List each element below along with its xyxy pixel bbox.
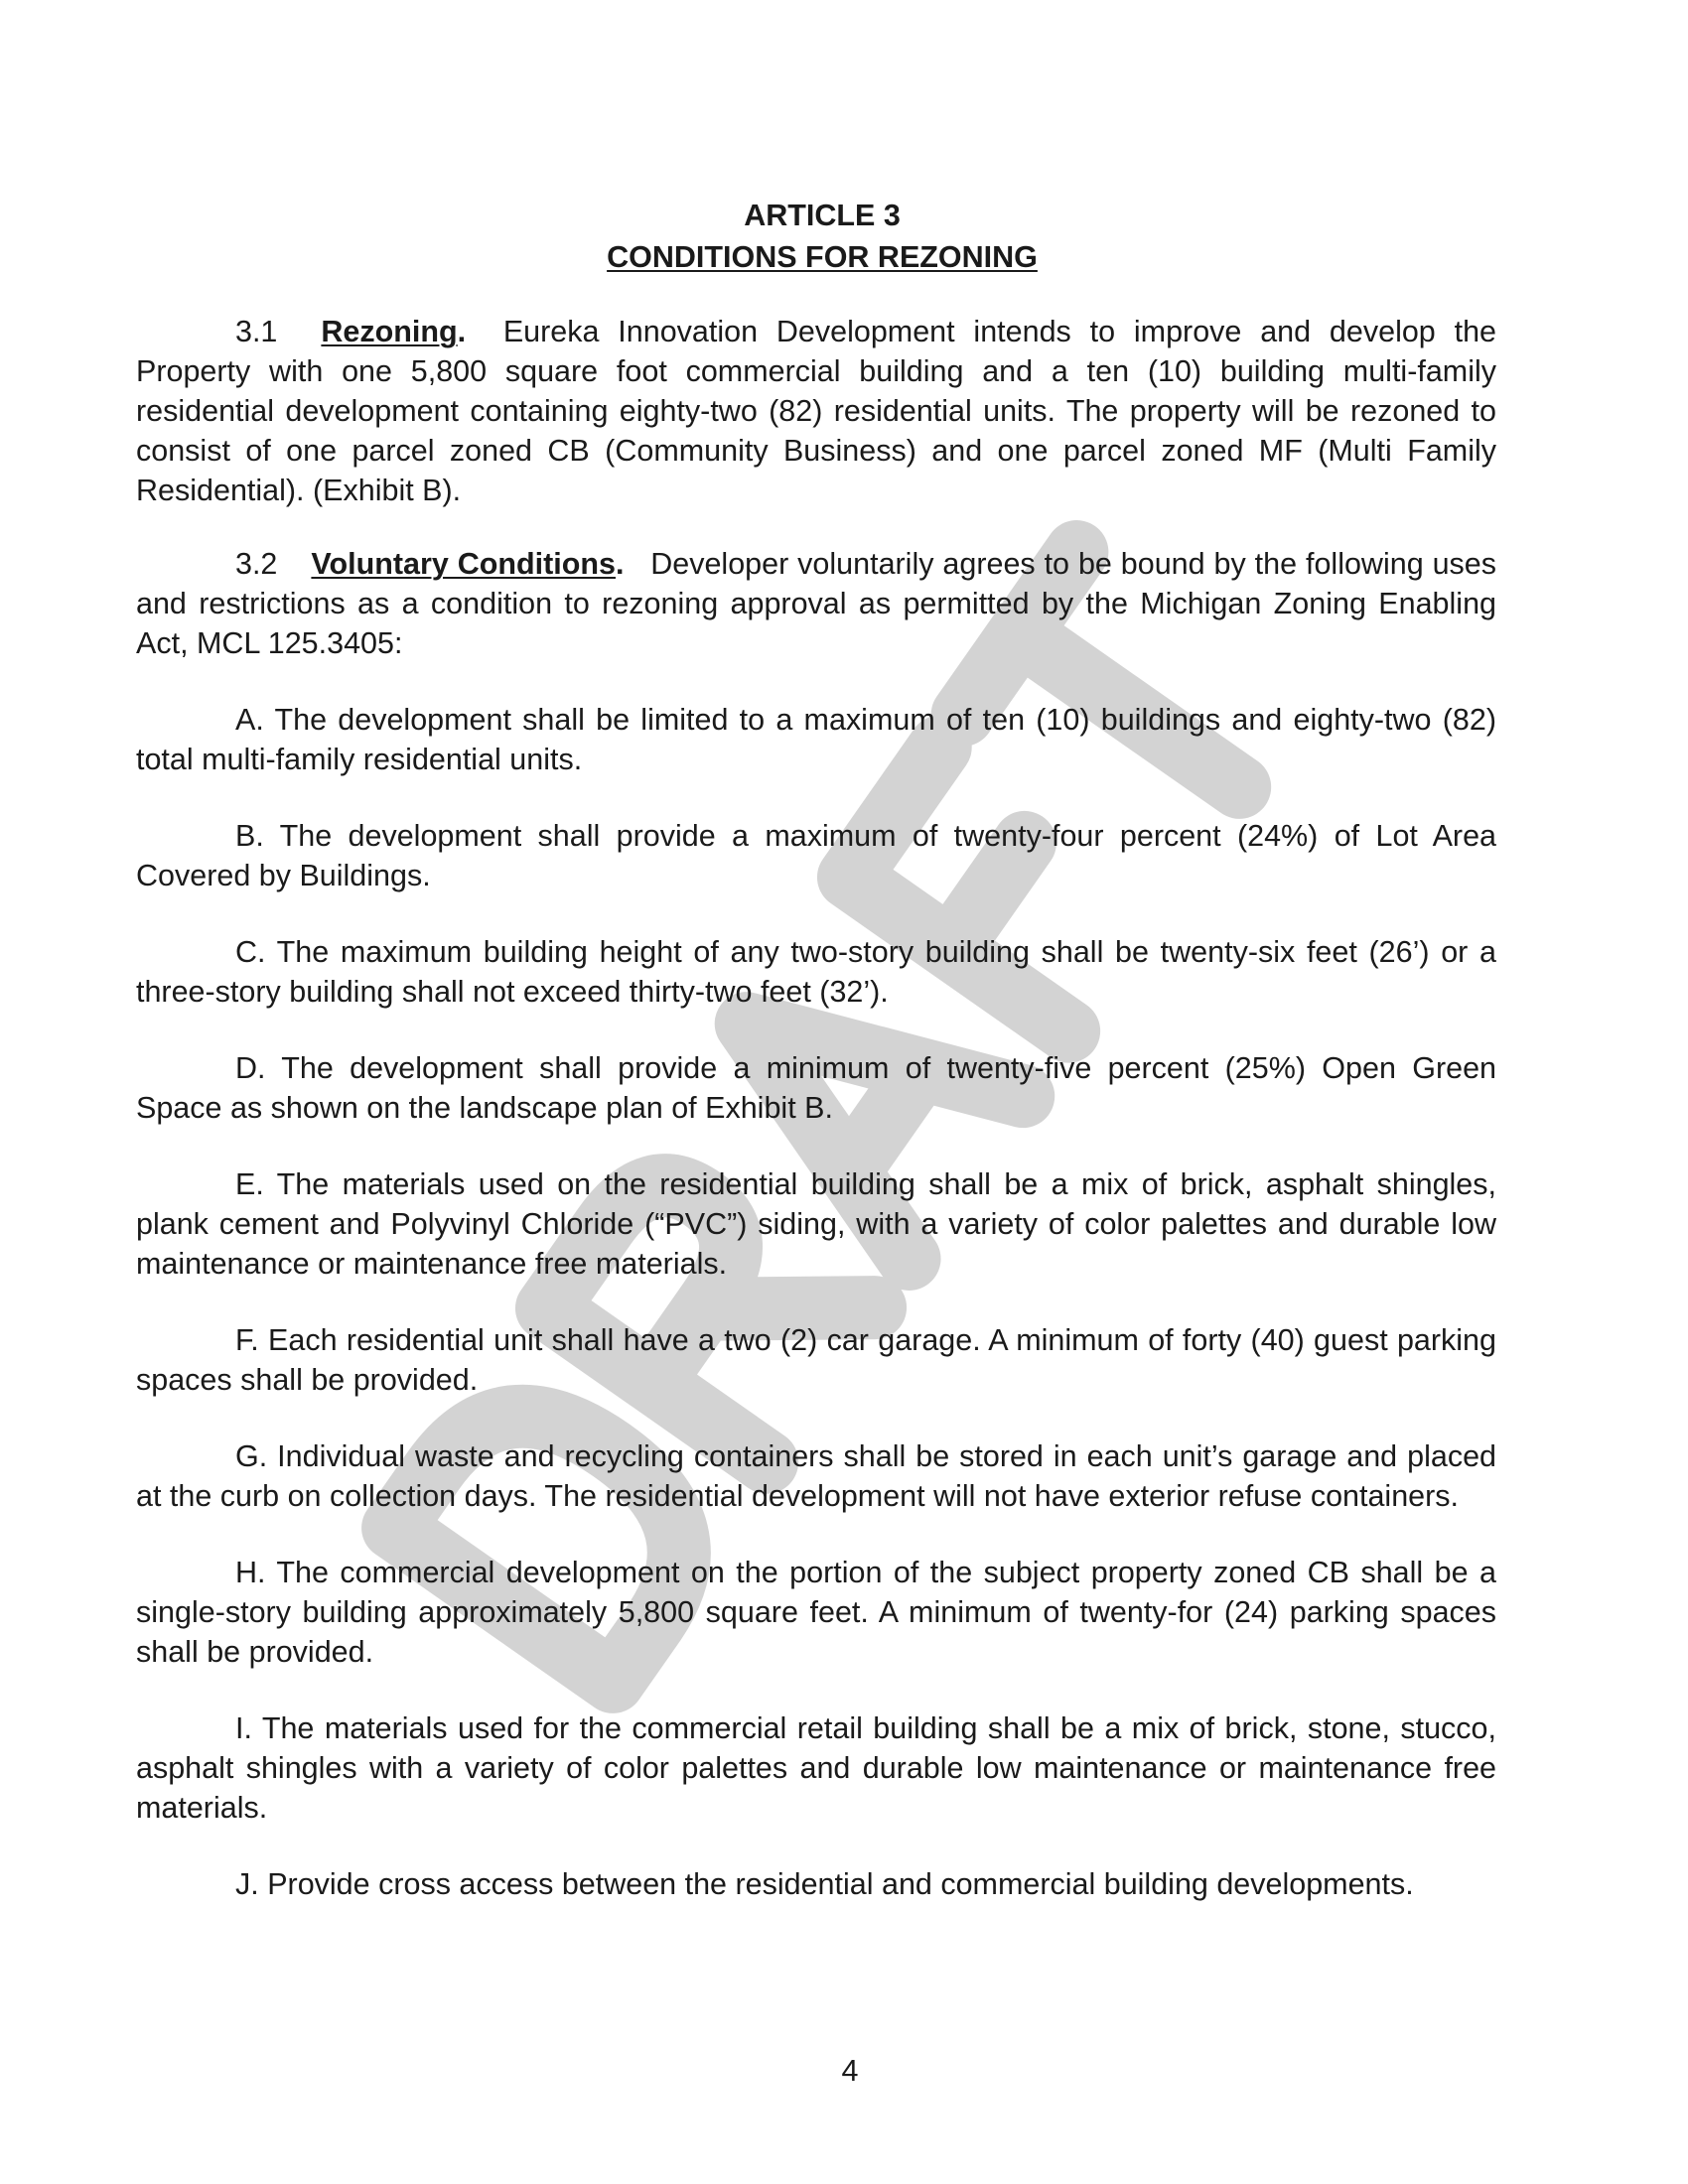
section-title-text: Voluntary Conditions <box>311 547 616 581</box>
article-title <box>136 236 1496 278</box>
section-body: Developer voluntarily agrees to be bound by the following uses and restrictions as a condition to rezoning approval as permitted by the Michigan Zoning Enabling Act, MCL 125.3405: <box>136 547 1497 660</box>
section-title: Rezoning. <box>321 315 467 348</box>
article-title-text: CONDITIONS FOR REZONING <box>607 240 1038 274</box>
condition-e: E. The materials used on the residential building shall be a mix of brick, asphalt shingles, plank cement and Polyvinyl Chloride (“PVC”) siding, with a variety of color palettes and durable low maintenance or maintenance free materials. <box>136 1167 1496 1281</box>
section-number: 3.2 <box>235 547 278 581</box>
condition-d: D. The development shall provide a minimum of twenty-five percent (25%) Open Green Space as shown on the landscape plan of Exhibit B. <box>136 1051 1496 1125</box>
section-rezoning <box>136 312 1496 510</box>
section-number: 3.1 <box>235 315 278 348</box>
section-title-text: Rezoning <box>321 315 458 348</box>
article-number: ARTICLE 3 <box>744 199 901 232</box>
condition-a: A. The development shall be limited to a maximum of ten (10) buildings and eighty-two (82) total multi-family residential units. <box>136 703 1496 776</box>
condition-c: C. The maximum building height of any two-story building shall be twenty-six feet (26’) or a three-story building shall not exceed thirty-two feet (32’). <box>136 935 1496 1009</box>
section-body: Eureka Innovation Development intends to improve and develop the Property with one 5,800 square foot commercial building and a ten (10) building multi-family residential development containing eighty-two (82) residential units. The property will be rezoned to consist of one parcel zoned CB (Community Business) and one parcel zoned MF (Multi Family Residential). (Exhibit B). <box>136 315 1497 507</box>
section-voluntary-conditions <box>136 544 1496 663</box>
section-title: Voluntary Conditions. <box>311 547 625 581</box>
condition-i: I. The materials used for the commercial retail building shall be a mix of brick, stone, stucco, asphalt shingles with a variety of color palettes and durable low maintenance or maintenance free materials. <box>136 1711 1496 1825</box>
condition-g: G. Individual waste and recycling containers shall be stored in each unit’s garage and placed at the curb on collection days. The residential development will not have exterior refuse containers. <box>136 1439 1496 1513</box>
document-body <box>136 195 1496 1935</box>
condition-j: J. Provide cross access between the residential and commercial building developments. <box>235 1867 1414 1901</box>
condition-h: H. The commercial development on the portion of the subject property zoned CB shall be a single-story building approximately 5,800 square feet. A minimum of twenty-for (24) parking spaces shall be provided. <box>136 1556 1496 1669</box>
condition-f: F. Each residential unit shall have a two (2) car garage. A minimum of forty (40) guest parking spaces shall be provided. <box>136 1323 1496 1397</box>
page-number: 4 <box>841 2054 859 2088</box>
condition-b: B. The development shall provide a maximum of twenty-four percent (24%) of Lot Area Covered by Buildings. <box>136 819 1496 892</box>
